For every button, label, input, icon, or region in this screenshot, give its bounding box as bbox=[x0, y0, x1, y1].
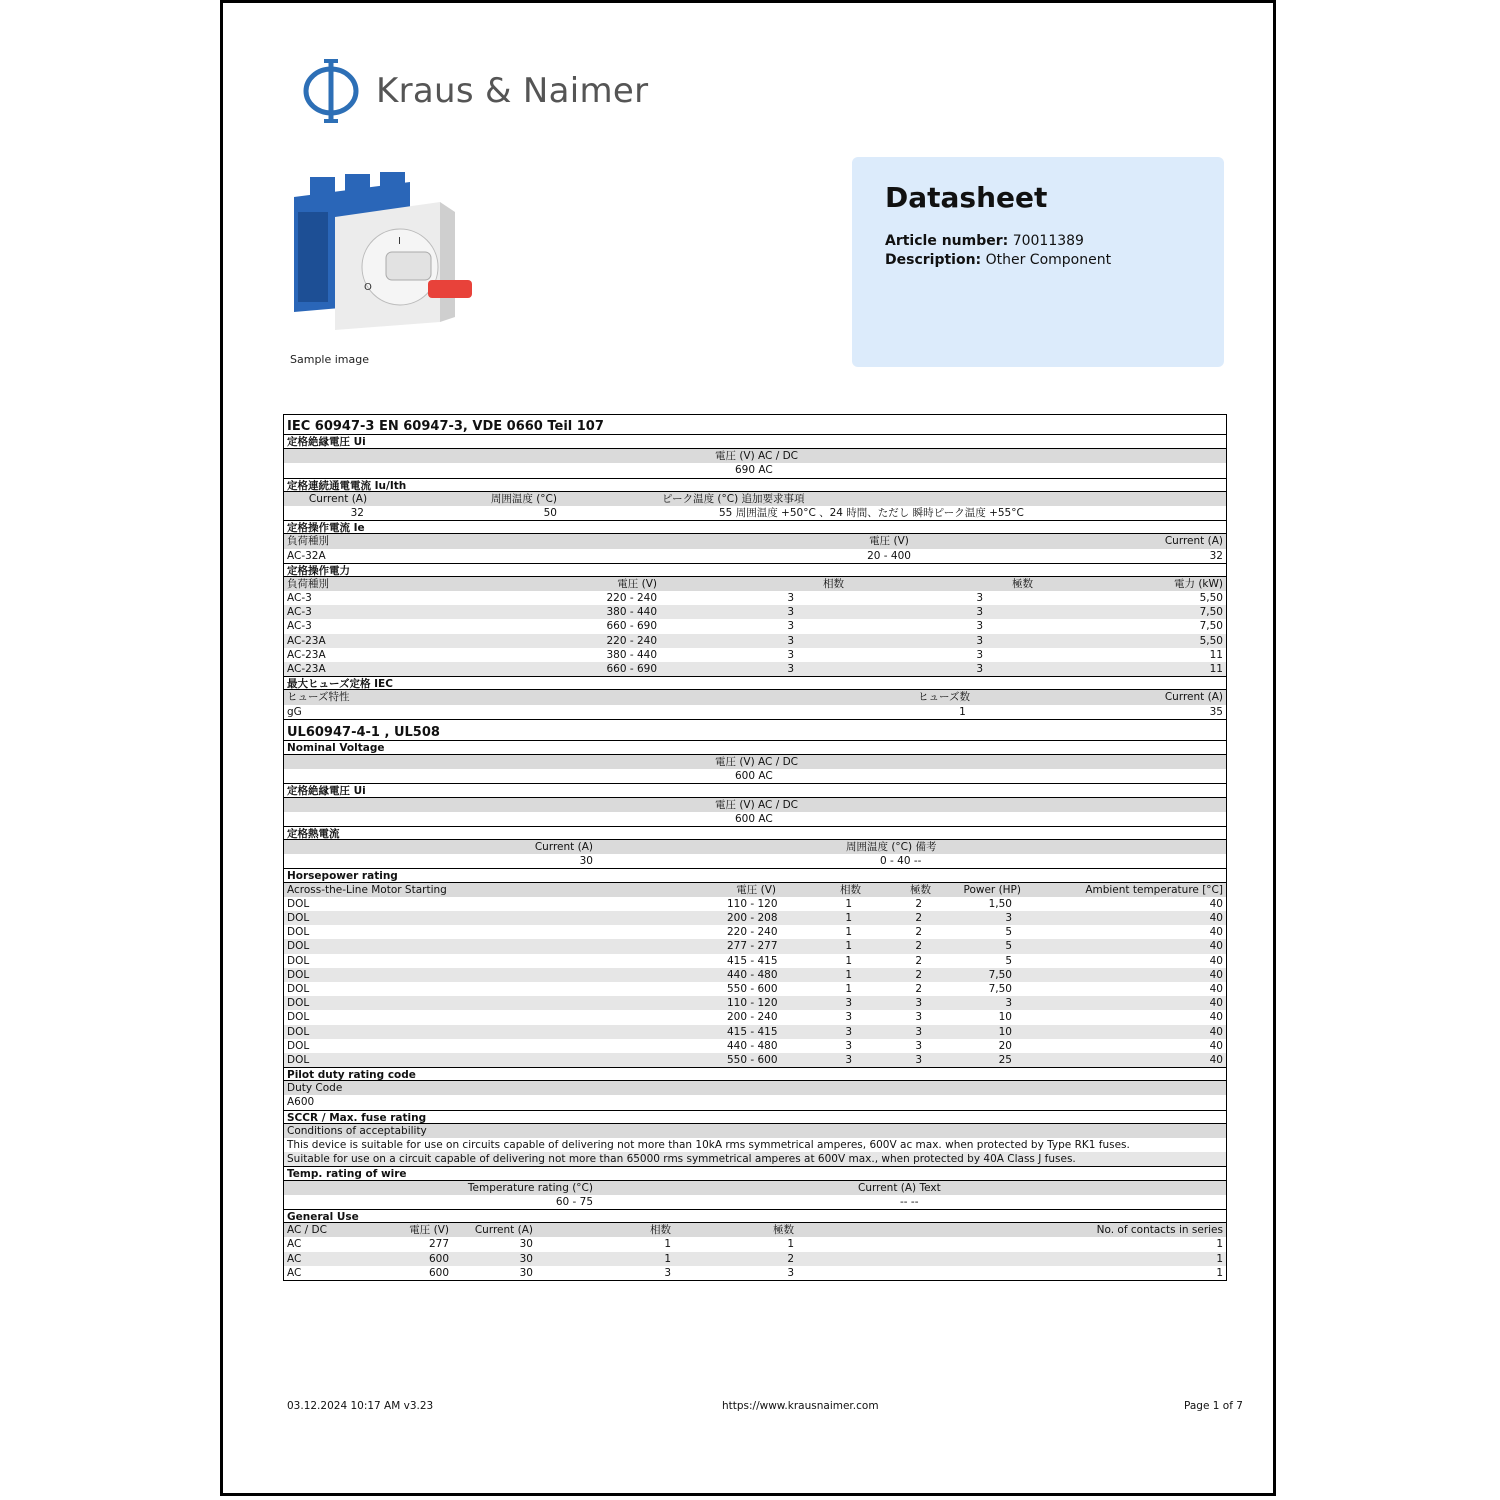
table-cell: 30 bbox=[519, 1238, 533, 1251]
table-row bbox=[284, 1081, 1226, 1095]
table-row bbox=[284, 634, 1226, 648]
table-cell: 1 bbox=[959, 705, 966, 718]
table-cell: 5,50 bbox=[1199, 634, 1223, 647]
table-cell: 7,50 bbox=[988, 968, 1012, 981]
table-cell: 110 - 120 bbox=[727, 897, 778, 910]
table-cell: 5 bbox=[1005, 954, 1012, 967]
table-cell: 極数 bbox=[773, 1224, 794, 1237]
iec-operational-power-heading: 定格操作電力 bbox=[284, 563, 1226, 577]
table-cell: 7,50 bbox=[1199, 620, 1223, 633]
table-cell: Temperature rating (°C) bbox=[467, 1181, 593, 1194]
article-number-value: 70011389 bbox=[1012, 233, 1084, 249]
ul-wire-temp-heading: Temp. rating of wire bbox=[284, 1166, 1226, 1180]
table-row bbox=[284, 619, 1226, 633]
table-row bbox=[284, 648, 1226, 662]
table-cell: 2 bbox=[915, 912, 922, 924]
table-cell: 40 bbox=[1209, 1025, 1223, 1038]
company-logo bbox=[302, 56, 648, 126]
table-cell: 40 bbox=[1209, 940, 1223, 953]
table-cell: Current (A) bbox=[1164, 691, 1223, 704]
table-cell: 380 - 440 bbox=[606, 606, 657, 619]
table-cell: DOL bbox=[287, 968, 310, 981]
table-row bbox=[284, 605, 1226, 619]
table-row bbox=[284, 883, 1226, 897]
table-cell: AC bbox=[287, 1238, 302, 1251]
table-row bbox=[284, 939, 1226, 953]
table-row bbox=[284, 812, 1226, 826]
table-cell: 相数 bbox=[650, 1224, 671, 1237]
article-number-label: Article number: bbox=[885, 233, 1009, 249]
table-cell: DOL bbox=[287, 897, 310, 910]
table-cell: This device is suitable for use on circuits capable of delivering not more than 10kA rms symmetrical amperes, 600V ac max. when protected by Type RK1 fuses. bbox=[287, 1139, 1130, 1151]
table-cell: 10 bbox=[998, 1011, 1012, 1024]
table-cell: 3 bbox=[976, 620, 983, 633]
svg-text:O: O bbox=[364, 282, 372, 293]
table-cell: 3 bbox=[845, 997, 852, 1010]
table-cell: 40 bbox=[1209, 897, 1223, 910]
table-cell: DOL bbox=[287, 1025, 310, 1038]
table-cell: 200 - 208 bbox=[727, 912, 778, 924]
table-cell: 3 bbox=[1005, 997, 1012, 1010]
table-cell: 1 bbox=[845, 954, 852, 967]
table-row bbox=[284, 854, 1226, 868]
table-cell: 電圧 (V) bbox=[869, 535, 909, 548]
table-cell: DOL bbox=[287, 1039, 310, 1052]
table-cell: 3 bbox=[845, 1011, 852, 1024]
table-cell: Suitable for use on a circuit capable of delivering not more than 65000 rms symmetrical amperes at 600V max., when protected by 40A Class J fuses. bbox=[287, 1153, 1076, 1166]
article-number bbox=[885, 233, 1084, 249]
table-cell: 1 bbox=[845, 940, 852, 953]
table-cell: 380 - 440 bbox=[606, 648, 657, 661]
table-cell: 7,50 bbox=[988, 982, 1012, 995]
table-cell: 3 bbox=[976, 592, 983, 605]
table-cell: 1 bbox=[664, 1252, 671, 1265]
table-row bbox=[284, 705, 1226, 719]
table-cell: 660 - 690 bbox=[606, 663, 657, 675]
table-cell: 660 - 690 bbox=[606, 620, 657, 633]
description-value: Other Component bbox=[985, 252, 1112, 268]
table-cell: 3 bbox=[915, 1011, 922, 1024]
table-cell: 1 bbox=[1216, 1238, 1223, 1251]
table-cell: 110 - 120 bbox=[727, 997, 778, 1010]
table-cell: DOL bbox=[287, 982, 310, 995]
table-cell: 3 bbox=[787, 648, 794, 661]
table-row bbox=[284, 463, 1226, 477]
table-cell: 3 bbox=[787, 663, 794, 675]
table-row bbox=[284, 954, 1226, 968]
table-row bbox=[284, 1053, 1226, 1067]
phi-logo-icon bbox=[302, 57, 360, 125]
table-cell: AC-32A bbox=[287, 549, 326, 562]
description-label: Description: bbox=[885, 252, 982, 268]
table-row bbox=[284, 1025, 1226, 1039]
iec-insulation-heading: 定格絶縁電圧 Ui bbox=[284, 435, 1226, 449]
ul-nominal-voltage-heading: Nominal Voltage bbox=[284, 741, 1226, 755]
iec-operational-current-heading: 定格操作電流 Ie bbox=[284, 520, 1226, 534]
table-row bbox=[284, 577, 1226, 591]
table-cell: 2 bbox=[915, 926, 922, 939]
description bbox=[885, 252, 1111, 268]
ul-general-use-heading: General Use bbox=[284, 1209, 1226, 1223]
table-cell: AC-3 bbox=[287, 592, 312, 605]
table-cell: 負荷種別 bbox=[287, 577, 329, 590]
table-cell: 5 bbox=[1005, 926, 1012, 939]
table-cell: 35 bbox=[1209, 705, 1223, 718]
table-cell: 1 bbox=[845, 968, 852, 981]
table-cell: 7,50 bbox=[1199, 606, 1223, 619]
table-cell: 25 bbox=[998, 1053, 1012, 1066]
table-row bbox=[284, 492, 1226, 506]
table-row bbox=[284, 591, 1226, 605]
table-row bbox=[284, 755, 1226, 769]
table-cell: 電圧 (V) bbox=[736, 883, 776, 896]
table-cell: AC-23A bbox=[287, 648, 326, 661]
table-cell: DOL bbox=[287, 912, 310, 924]
table-cell: 220 - 240 bbox=[606, 592, 657, 605]
table-cell: Current (A) bbox=[308, 492, 368, 505]
table-cell: 690 AC bbox=[735, 464, 773, 477]
table-cell: 11 bbox=[1209, 648, 1223, 661]
table-cell: 600 bbox=[428, 1252, 449, 1265]
table-cell: 600 bbox=[428, 1266, 449, 1279]
iec-fuse-heading: 最大ヒューズ定格 IEC bbox=[284, 676, 1226, 690]
table-cell: 30 bbox=[579, 855, 593, 868]
table-cell: 電圧 (V) bbox=[617, 577, 657, 590]
table-row bbox=[284, 1124, 1226, 1138]
table-row bbox=[284, 1266, 1226, 1280]
table-cell: 2 bbox=[915, 954, 922, 967]
table-cell: 周囲温度 (°C) 備考 bbox=[846, 841, 937, 854]
table-cell: 3 bbox=[787, 620, 794, 633]
table-row bbox=[284, 449, 1226, 463]
table-cell: 1,50 bbox=[988, 897, 1012, 910]
table-cell: DOL bbox=[287, 1011, 310, 1024]
table-row bbox=[284, 968, 1226, 982]
ul-horsepower-heading: Horsepower rating bbox=[284, 868, 1226, 882]
table-row bbox=[284, 1138, 1226, 1152]
table-cell: 10 bbox=[998, 1025, 1012, 1038]
table-cell: 3 bbox=[787, 1266, 794, 1279]
table-cell: 電圧 (V) AC / DC bbox=[715, 450, 799, 463]
table-cell: 2 bbox=[787, 1252, 794, 1265]
table-cell: 600 AC bbox=[735, 770, 773, 783]
table-row bbox=[284, 534, 1226, 548]
table-row bbox=[284, 982, 1226, 996]
table-cell: 電圧 (V) AC / DC bbox=[715, 755, 799, 768]
table-row bbox=[284, 840, 1226, 854]
datasheet-title: Datasheet bbox=[885, 181, 1048, 214]
table-cell: 277 - 277 bbox=[727, 940, 778, 953]
table-cell: 60 - 75 bbox=[555, 1195, 593, 1208]
table-cell: 3 bbox=[915, 1053, 922, 1066]
table-cell: 40 bbox=[1209, 968, 1223, 981]
table-cell: Power (HP) bbox=[963, 883, 1021, 896]
table-row bbox=[284, 911, 1226, 925]
table-row bbox=[284, 1223, 1226, 1237]
table-cell: DOL bbox=[287, 954, 310, 967]
table-cell: ヒューズ特性 bbox=[287, 691, 350, 704]
table-cell: AC-23A bbox=[287, 634, 326, 647]
svg-text:I: I bbox=[398, 236, 401, 247]
table-cell: 40 bbox=[1209, 982, 1223, 995]
table-cell: A600 bbox=[287, 1096, 315, 1109]
product-image bbox=[290, 172, 480, 337]
table-row bbox=[284, 925, 1226, 939]
table-cell: 相数 bbox=[840, 883, 861, 896]
table-row bbox=[284, 549, 1226, 563]
table-cell: 3 bbox=[787, 592, 794, 605]
table-cell: 415 - 415 bbox=[727, 954, 778, 967]
table-cell: 電圧 (V) bbox=[409, 1224, 449, 1237]
datasheet-info-box bbox=[852, 157, 1224, 367]
table-cell: DOL bbox=[287, 997, 310, 1010]
table-cell: No. of contacts in series bbox=[1096, 1224, 1223, 1237]
table-cell: Ambient temperature [°C] bbox=[1085, 883, 1223, 896]
table-cell: 0 - 40 -- bbox=[880, 855, 922, 868]
table-cell: 550 - 600 bbox=[727, 1053, 778, 1066]
table-cell: 1 bbox=[845, 982, 852, 995]
iec-section-title: IEC 60947-3 EN 60947-3, VDE 0660 Teil 107 bbox=[284, 415, 1226, 435]
table-cell: DOL bbox=[287, 1053, 310, 1066]
table-row bbox=[284, 506, 1226, 520]
table-cell: 電力 (kW) bbox=[1174, 577, 1223, 590]
table-cell: AC-23A bbox=[287, 663, 326, 675]
table-row bbox=[284, 1152, 1226, 1166]
table-cell: 40 bbox=[1209, 926, 1223, 939]
table-row bbox=[284, 1181, 1226, 1195]
table-cell: 20 - 400 bbox=[867, 549, 911, 562]
table-row bbox=[284, 1095, 1226, 1109]
table-cell: 周囲温度 (°C) bbox=[490, 492, 557, 505]
table-cell: 220 - 240 bbox=[606, 634, 657, 647]
table-cell: 415 - 415 bbox=[727, 1025, 778, 1038]
table-cell: 3 bbox=[915, 1039, 922, 1052]
table-cell: -- -- bbox=[900, 1195, 919, 1208]
table-cell: 1 bbox=[845, 912, 852, 924]
table-cell: 3 bbox=[845, 1025, 852, 1038]
table-cell: Conditions of acceptability bbox=[287, 1124, 427, 1137]
table-row bbox=[284, 1039, 1226, 1053]
table-row bbox=[284, 1195, 1226, 1209]
table-cell: 3 bbox=[1005, 912, 1012, 924]
table-row bbox=[284, 897, 1226, 911]
table-cell: 600 AC bbox=[735, 812, 773, 825]
table-cell: 電圧 (V) AC / DC bbox=[715, 798, 799, 811]
table-row bbox=[284, 1252, 1226, 1266]
table-cell: AC bbox=[287, 1252, 302, 1265]
table-cell: 277 bbox=[428, 1238, 449, 1251]
table-cell: AC / DC bbox=[287, 1224, 327, 1237]
table-cell: 1 bbox=[845, 897, 852, 910]
table-cell: 40 bbox=[1209, 954, 1223, 967]
table-row bbox=[284, 996, 1226, 1010]
table-cell: 220 - 240 bbox=[727, 926, 778, 939]
table-cell: 2 bbox=[915, 897, 922, 910]
table-cell: 440 - 480 bbox=[727, 968, 778, 981]
table-cell: 32 bbox=[350, 506, 364, 519]
table-cell: 3 bbox=[915, 997, 922, 1010]
table-cell: 3 bbox=[976, 663, 983, 675]
table-cell: 極数 bbox=[910, 883, 931, 896]
table-cell: 3 bbox=[664, 1266, 671, 1279]
ul-thermal-heading: 定格熱電流 bbox=[284, 826, 1226, 840]
table-cell: 3 bbox=[976, 634, 983, 647]
table-row bbox=[284, 1237, 1226, 1251]
table-cell: gG bbox=[287, 705, 302, 718]
table-cell: ヒューズ数 bbox=[918, 691, 970, 704]
logo-text: Kraus & Naimer bbox=[376, 71, 649, 111]
table-cell: 1 bbox=[1216, 1266, 1223, 1279]
table-cell: 30 bbox=[519, 1252, 533, 1265]
table-cell: 3 bbox=[915, 1025, 922, 1038]
table-cell: Duty Code bbox=[287, 1082, 343, 1095]
table-cell: AC-3 bbox=[287, 620, 312, 633]
table-cell: Across-the-Line Motor Starting bbox=[287, 883, 447, 896]
ul-pilot-duty-heading: Pilot duty rating code bbox=[284, 1067, 1226, 1081]
table-cell: ピーク温度 (°C) 追加要求事項 bbox=[662, 492, 805, 505]
table-cell: 3 bbox=[976, 648, 983, 661]
table-cell: 2 bbox=[915, 968, 922, 981]
table-cell: 5,50 bbox=[1199, 592, 1223, 605]
table-cell: 440 - 480 bbox=[727, 1039, 778, 1052]
footer-url[interactable]: https://www.krausnaimer.com bbox=[722, 1400, 879, 1412]
table-cell: 1 bbox=[664, 1238, 671, 1251]
table-cell: Current (A) Text bbox=[858, 1181, 941, 1194]
table-cell: 2 bbox=[915, 940, 922, 953]
table-cell: DOL bbox=[287, 926, 310, 939]
table-cell: 200 - 240 bbox=[727, 1011, 778, 1024]
footer-date: 03.12.2024 10:17 AM v3.23 bbox=[287, 1400, 434, 1412]
iec-thermal-heading: 定格連続通電電流 Iu/Ith bbox=[284, 478, 1226, 492]
table-row bbox=[284, 1010, 1226, 1024]
table-cell: 20 bbox=[998, 1039, 1012, 1052]
table-cell: Current (A) bbox=[1164, 535, 1223, 548]
table-cell: 32 bbox=[1209, 549, 1223, 562]
table-cell: 30 bbox=[519, 1266, 533, 1279]
table-cell: 3 bbox=[787, 634, 794, 647]
table-row bbox=[284, 798, 1226, 812]
table-cell: 3 bbox=[787, 606, 794, 619]
ul-section-title: UL60947-4-1 , UL508 bbox=[284, 719, 1226, 741]
table-cell: 相数 bbox=[823, 577, 844, 590]
table-cell: 55 周囲温度 +50°C 、24 時間、ただし 瞬時ピーク温度 +55°C bbox=[719, 506, 1024, 519]
table-cell: 40 bbox=[1209, 997, 1223, 1010]
table-cell: 負荷種別 bbox=[287, 535, 329, 548]
table-cell: 3 bbox=[845, 1053, 852, 1066]
table-cell: Current (A) bbox=[474, 1224, 533, 1237]
sample-image-caption: Sample image bbox=[290, 353, 370, 366]
table-cell: DOL bbox=[287, 940, 310, 953]
table-cell: 40 bbox=[1209, 1011, 1223, 1024]
table-cell: 1 bbox=[787, 1238, 794, 1251]
table-cell: Current (A) bbox=[534, 841, 593, 854]
table-row bbox=[284, 662, 1226, 676]
table-cell: 1 bbox=[1216, 1252, 1223, 1265]
table-cell: 40 bbox=[1209, 912, 1223, 924]
table-cell: AC bbox=[287, 1266, 302, 1279]
table-cell: 40 bbox=[1209, 1039, 1223, 1052]
table-cell: 40 bbox=[1209, 1053, 1223, 1066]
table-cell: 5 bbox=[1005, 940, 1012, 953]
table-cell: 50 bbox=[543, 506, 557, 519]
table-cell: 極数 bbox=[1012, 577, 1033, 590]
ul-insulation-heading: 定格絶縁電圧 Ui bbox=[284, 783, 1226, 797]
table-row bbox=[284, 769, 1226, 783]
footer-page-number: Page 1 of 7 bbox=[1184, 1400, 1243, 1412]
table-cell: 550 - 600 bbox=[727, 982, 778, 995]
table-cell: 3 bbox=[976, 606, 983, 619]
table-row bbox=[284, 690, 1226, 704]
specification-table bbox=[283, 414, 1227, 1281]
ul-sccr-heading: SCCR / Max. fuse rating bbox=[284, 1110, 1226, 1124]
table-cell: 2 bbox=[915, 982, 922, 995]
table-cell: 11 bbox=[1209, 663, 1223, 675]
table-cell: 3 bbox=[845, 1039, 852, 1052]
table-cell: 1 bbox=[845, 926, 852, 939]
table-cell: AC-3 bbox=[287, 606, 312, 619]
